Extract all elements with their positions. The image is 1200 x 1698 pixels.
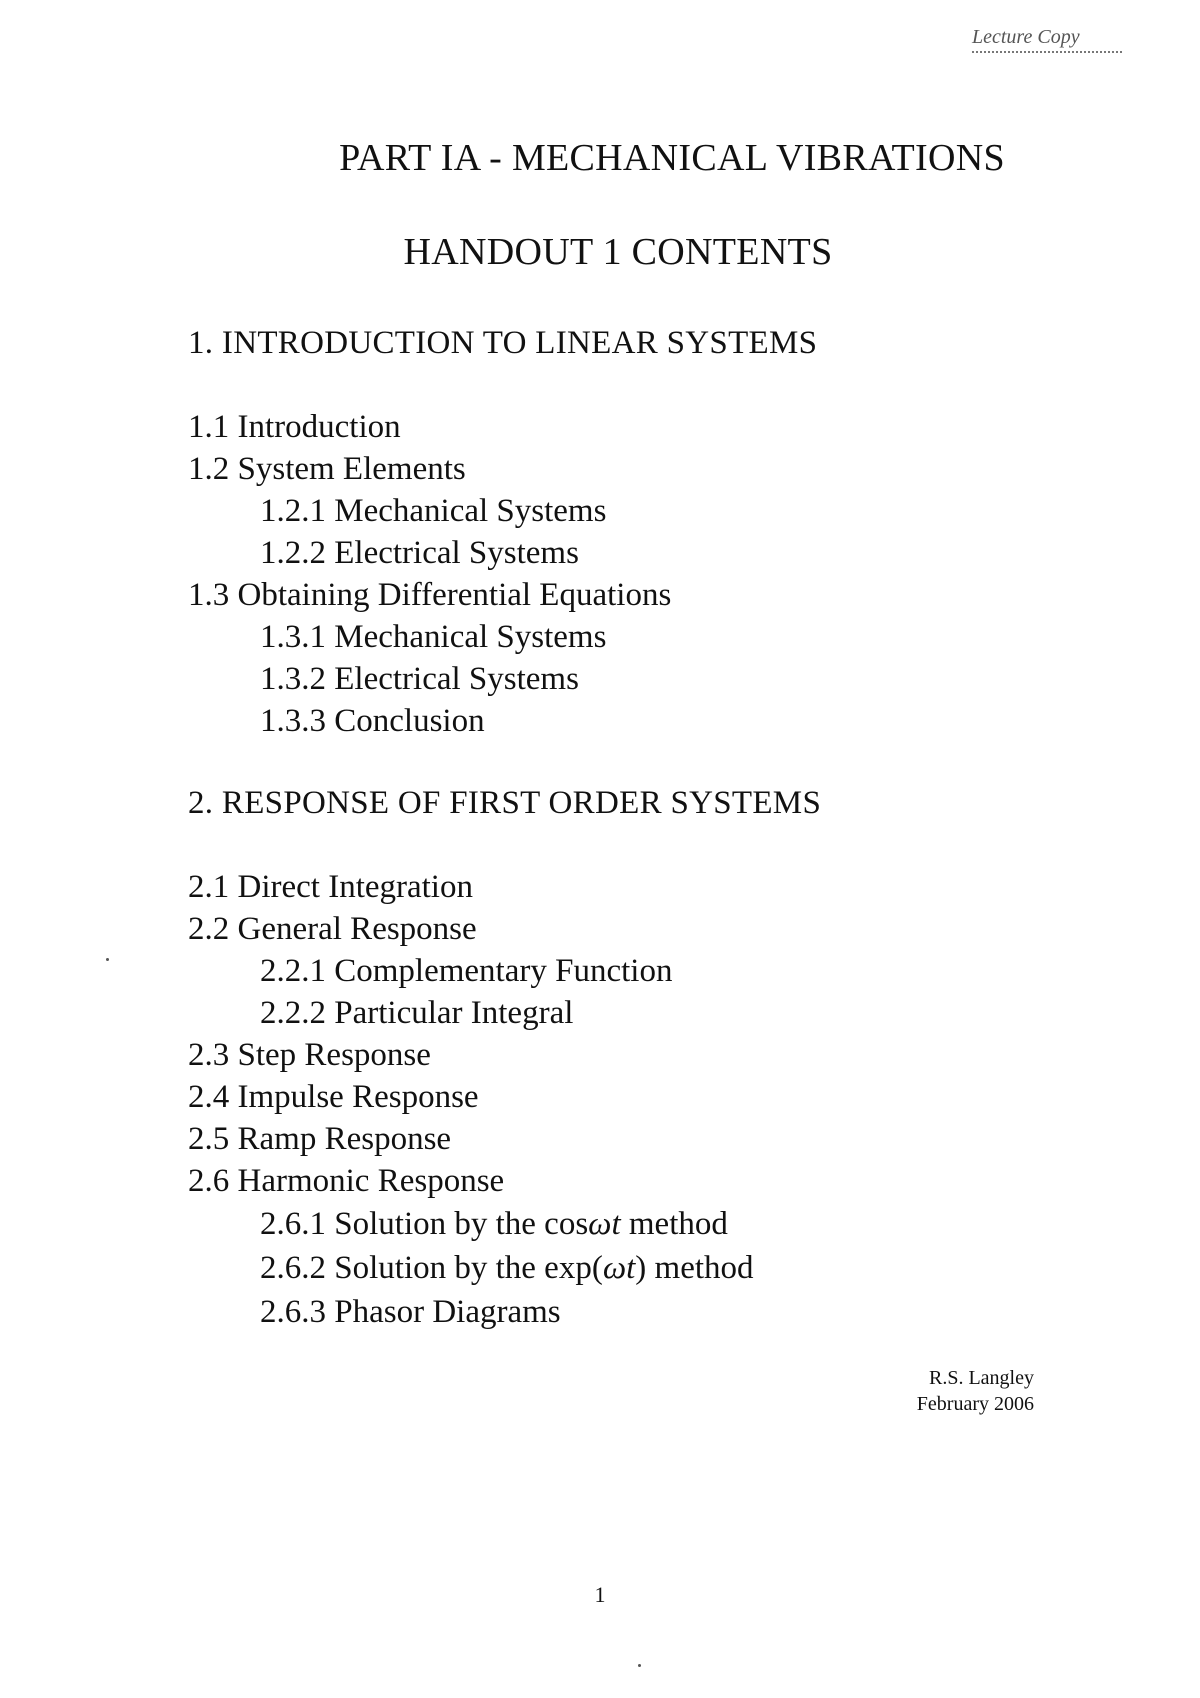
toc-label: Ramp Response [237,1121,452,1157]
toc-label: Electrical Systems [334,535,579,571]
toc-entry [188,950,754,992]
toc-number: 1.3 [188,577,230,613]
toc-label-text: Solution by the exp( [334,1250,603,1286]
section-2-contents [188,866,754,1334]
toc-label: Introduction [237,409,401,445]
toc-number: 1.2.2 [260,535,326,571]
section-heading-1: 1. INTRODUCTION TO LINEAR SYSTEMS [188,325,818,361]
toc-number: 1.1 [188,409,230,445]
toc-number: 2.6.2 [260,1250,326,1286]
toc-entry [188,1160,754,1202]
toc-entry [188,406,671,448]
toc-number: 2.2 [188,911,230,947]
omega-t-math: ωt [602,1250,636,1286]
toc-entry [188,532,671,574]
toc-label [334,1250,753,1286]
toc-entry [188,1246,754,1290]
toc-number: 1.2.1 [260,493,326,529]
scan-speck [638,1664,641,1667]
toc-label-text: ) method [635,1250,754,1286]
page-number: 1 [594,1582,606,1607]
toc-label: Complementary Function [334,953,673,989]
toc-entry [188,448,671,490]
document-subtitle: HANDOUT 1 CONTENTS [403,231,833,273]
toc-label: Conclusion [334,703,485,739]
author-date: February 2006 [916,1393,1034,1415]
omega-t-math: ωt [588,1206,621,1242]
toc-entry [188,490,671,532]
document-title: PART IA - MECHANICAL VIBRATIONS [339,137,1005,179]
toc-entry [188,616,671,658]
toc-entry [188,574,671,616]
toc-number: 1.3.3 [260,703,326,739]
toc-label: Electrical Systems [334,661,579,697]
toc-entry [188,1290,754,1334]
toc-label: Step Response [237,1037,431,1073]
toc-label-text: Solution by the cos [334,1206,589,1242]
toc-entry [188,1118,754,1160]
toc-number: 2.5 [188,1121,230,1157]
toc-label: Direct Integration [237,869,473,905]
toc-number: 1.3.1 [260,619,326,655]
toc-label: Mechanical Systems [334,619,607,655]
toc-number: 2.2.2 [260,995,326,1031]
toc-label: Particular Integral [334,995,574,1031]
toc-number: 1.3.2 [260,661,326,697]
toc-label: Mechanical Systems [334,493,607,529]
toc-entry [188,866,754,908]
toc-entry [188,1034,754,1076]
section-1-contents [188,406,671,742]
scan-speck [106,958,109,961]
toc-label: General Response [237,911,477,947]
toc-label: Phasor Diagrams [334,1294,561,1330]
toc-entry [188,658,671,700]
toc-label-text: method [620,1206,728,1242]
toc-entry [188,1202,754,1246]
toc-label: Obtaining Differential Equations [237,577,672,613]
toc-label: System Elements [237,451,466,487]
lecture-copy-stamp: Lecture Copy [972,26,1122,53]
toc-label: Impulse Response [237,1079,479,1115]
toc-entry [188,1076,754,1118]
toc-number: 2.1 [188,869,230,905]
author-name: R.S. Langley [929,1367,1034,1389]
toc-label [334,1206,728,1242]
toc-label: Harmonic Response [237,1163,505,1199]
toc-entry [188,992,754,1034]
toc-number: 1.2 [188,451,230,487]
toc-number: 2.3 [188,1037,230,1073]
toc-entry [188,700,671,742]
section-heading-2: 2. RESPONSE OF FIRST ORDER SYSTEMS [188,785,822,821]
toc-number: 2.2.1 [260,953,326,989]
toc-number: 2.6.3 [260,1294,326,1330]
toc-entry [188,908,754,950]
toc-number: 2.6.1 [260,1206,326,1242]
toc-number: 2.4 [188,1079,230,1115]
toc-number: 2.6 [188,1163,230,1199]
